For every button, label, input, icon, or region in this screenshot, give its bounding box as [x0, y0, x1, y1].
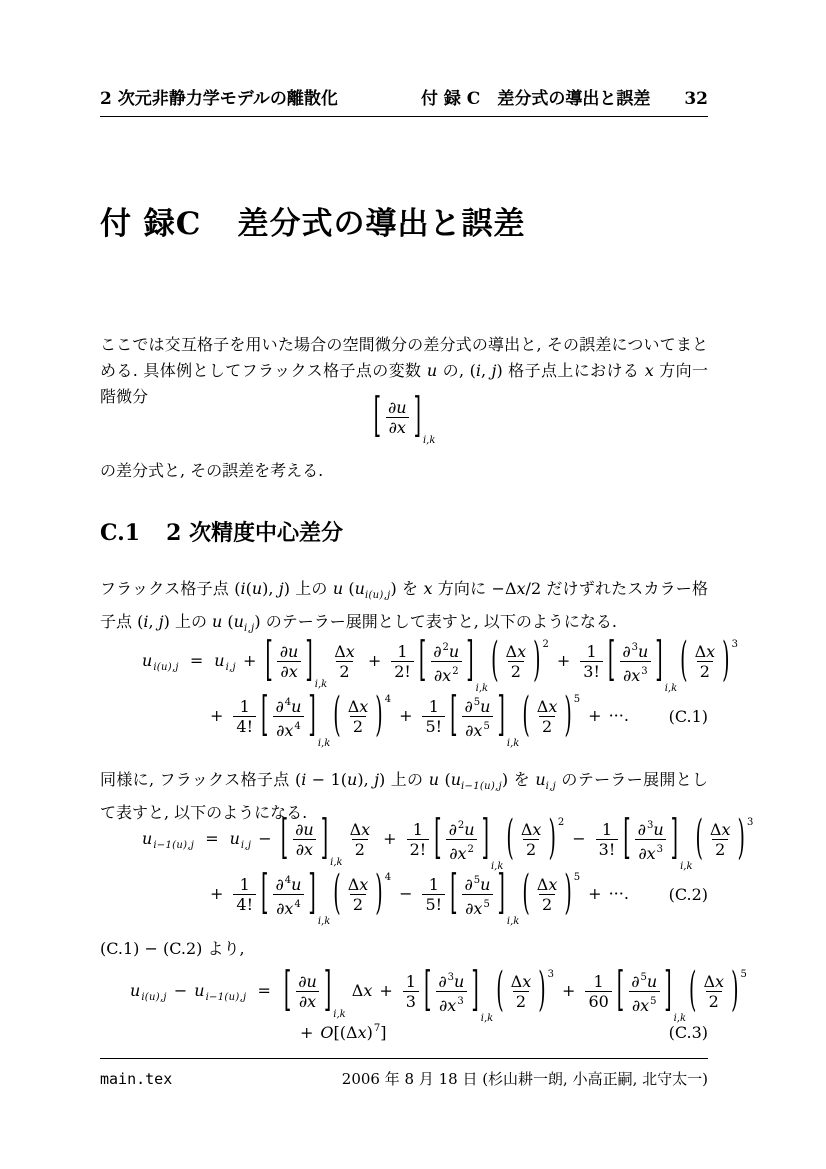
bracket-group: [ $\frac{\partial u}{\partial x}$ ] i,k — [280, 811, 343, 868]
paragraph-intro-continued: の差分式と, その誤差を考える. — [100, 461, 324, 480]
header-left-mark: 2 次元非静力学モデルの離散化 — [100, 89, 338, 109]
paragraph-taylor-1: フラックス格子点 (i(u), j) 上の u $(u_{i(u),j})$ を x 方向に −Δx/2 だけずれたスカラー格子点 (i, j) 上の u $(u_{i,j})$ のテーラー展開として表すと, 以下のようになる. — [100, 579, 708, 634]
paren-group: ( $\frac{\Delta x}{2}$ ) 5 — [522, 866, 581, 921]
running-header — [100, 84, 708, 117]
equation-c1-line1: $u_{i(u),j} = u_{i,j}$ + [ $\frac{\partial u}{\partial x}$ ] i,k $\frac{\Delta x}{2}$ + $\frac{1}{2!}$ [ $\frac{\partial^2u}{\partial x^2}$ ] i,k ( $\frac{\Delta x}{2}$ ) 2 + $\frac{1}{3!}$ [ $\frac{\partial^3u}{\partial x^3}$ ] i,k ( $\frac{\Delta x}{2}$ ) 3 — [142, 633, 738, 694]
paragraph-intro: ここでは交互格子を用いた場合の空間微分の差分式の導出と, その誤差についてまとめる. 具体例としてフラックス格子点の変数 u の, (i, j) 格子点上における x 方向一階微分 — [100, 335, 709, 406]
equation-c2-row1 — [100, 811, 754, 872]
bracket-group: [ $\frac{\partial^5u}{\partial x^5}$ ] i,k — [450, 688, 520, 749]
paren-group: ( $\frac{\Delta x}{2}$ ) 2 — [506, 811, 565, 866]
header-right-mark: 付 録 C 差分式の導出と誤差 — [420, 89, 651, 109]
bracket-group: [ $\frac{\partial^3u}{\partial x^3}$ ] i,k — [607, 633, 678, 694]
paren-group: ( $\frac{\Delta x}{2}$ ) 3 — [680, 633, 738, 688]
page-number: 32 — [684, 89, 708, 109]
header-right-group — [421, 84, 708, 109]
running-footer — [100, 1058, 708, 1089]
section-number: C.1 — [100, 520, 141, 546]
paragraph-taylor-2: 同様に, フラックス格子点 (i − 1(u), j) 上の u $(u_{i-1(u),j})$ を $u_{i,j}$ のテーラー展開として表すと, 以下のようになる. — [100, 770, 709, 822]
equation-c1-row1 — [100, 633, 738, 694]
chapter-title-text: 差分式の導出と誤差 — [237, 206, 526, 242]
footer-filename: main.tex — [100, 1070, 173, 1088]
chapter-title — [100, 198, 708, 243]
equation-c2-line2: + $\frac{1}{4!}$ [ $\frac{\partial^4u}{\partial x^4}$ ] i,k ( $\frac{\Delta x}{2}$ ) 4 − $\frac{1}{5!}$ [ $\frac{\partial^5u}{\partial x^5}$ ] i,k ( $\frac{\Delta x}{2}$ ) 5 + ···. — [210, 866, 629, 927]
chapter-number: 付 録C — [100, 206, 202, 242]
equation-c3-tag: (C.3) — [668, 1023, 708, 1042]
bracket-group: [ $\frac{\partial^3u}{\partial x^3}$ ] i,k — [623, 811, 693, 872]
equation-c1-tag: (C.1) — [668, 707, 708, 726]
paren-group: ( $\frac{\Delta x}{2}$ ) 5 — [522, 688, 581, 743]
footer-date-authors: 2006 年 8 月 18 日 (杉山耕一朗, 小高正嗣, 北守太一) — [341, 1070, 708, 1088]
bracket-group: [ $\frac{\partial^4u}{\partial x^4}$ ] i,k — [261, 866, 331, 927]
paren-group: ( $\frac{\Delta x}{2}$ ) 4 — [333, 866, 392, 921]
equation-c2-tag: (C.2) — [668, 885, 708, 904]
equation-c3-line2: + $O[(\Delta x)^7]$ — [300, 1023, 387, 1042]
equation-c2 — [100, 811, 754, 927]
bracket-group: [ $\frac{\partial u}{\partial x}$ ] i,k — [265, 633, 328, 690]
paragraph-subtraction: (C.1) − (C.2) より, — [100, 939, 245, 958]
bracket-group: [ $\frac{\partial^2u}{\partial x^2}$ ] i,k — [434, 811, 504, 872]
paren-group: ( $\frac{\Delta x}{2}$ ) 2 — [491, 633, 549, 688]
equation-c3-row2 — [100, 1023, 708, 1042]
bracket-group: [ $\frac{\partial^5u}{\partial x^5}$ ] i,k — [450, 866, 520, 927]
page-content — [100, 0, 754, 1169]
equation-c3 — [100, 963, 747, 1042]
bracket-group: [ $\frac{\partial u}{\partial x}$ ] i,k — [283, 963, 346, 1020]
paren-group: ( $\frac{\Delta x}{2}$ ) 5 — [689, 963, 747, 1018]
paren-group: ( $\frac{\Delta x}{2}$ ) 4 — [333, 688, 392, 743]
bracket-group: [ $\frac{\partial u}{\partial x}$ ] i,k — [373, 389, 436, 446]
bracket-group: [ $\frac{\partial^3u}{\partial x^3}$ ] i,k — [423, 963, 494, 1024]
equation-c3-row1 — [100, 963, 747, 1024]
equation-c1 — [100, 633, 738, 749]
equation-c1-line2: + $\frac{1}{4!}$ [ $\frac{\partial^4u}{\partial x^4}$ ] i,k ( $\frac{\Delta x}{2}$ ) 4 + $\frac{1}{5!}$ [ $\frac{\partial^5u}{\partial x^5}$ ] i,k ( $\frac{\Delta x}{2}$ ) 5 + ···. — [210, 688, 629, 749]
paren-group: ( $\frac{\Delta x}{2}$ ) 3 — [496, 963, 555, 1018]
display-equation-math — [372, 389, 437, 446]
section-title-text: 2 次精度中心差分 — [166, 520, 344, 546]
section-heading — [100, 516, 708, 547]
bracket-group: [ $\frac{\partial^2u}{\partial x^2}$ ] i,k — [418, 633, 489, 694]
paren-group: ( $\frac{\Delta x}{2}$ ) 3 — [695, 811, 754, 866]
display-equation — [100, 389, 708, 446]
equation-c3-line1: $u_{i(u),j} - u_{i-1(u),j}$ = [ $\frac{\partial u}{\partial x}$ ] i,k Δx + $\frac{1}{3}$ [ $\frac{\partial^3u}{\partial x^3}$ ] i,k ( $\frac{\Delta x}{2}$ ) 3 + $\frac{1}{60}$ [ $\frac{\partial^5u}{\partial x^5}$ ] i,k ( $\frac{\Delta x}{2}$ ) 5 — [130, 963, 747, 1024]
bracket-group: [ $\frac{\partial^4u}{\partial x^4}$ ] i,k — [261, 688, 331, 749]
equation-c2-row2 — [100, 866, 708, 927]
equation-c1-row2 — [100, 688, 708, 749]
bracket-group: [ $\frac{\partial^5u}{\partial x^5}$ ] i,k — [616, 963, 687, 1024]
equation-c2-line1: $u_{i-1(u),j} = u_{i,j}$ − [ $\frac{\partial u}{\partial x}$ ] i,k $\frac{\Delta x}{2}$ + $\frac{1}{2!}$ [ $\frac{\partial^2u}{\partial x^2}$ ] i,k ( $\frac{\Delta x}{2}$ ) 2 − $\frac{1}{3!}$ [ $\frac{\partial^3u}{\partial x^3}$ ] i,k ( $\frac{\Delta x}{2}$ ) 3 — [142, 811, 754, 872]
